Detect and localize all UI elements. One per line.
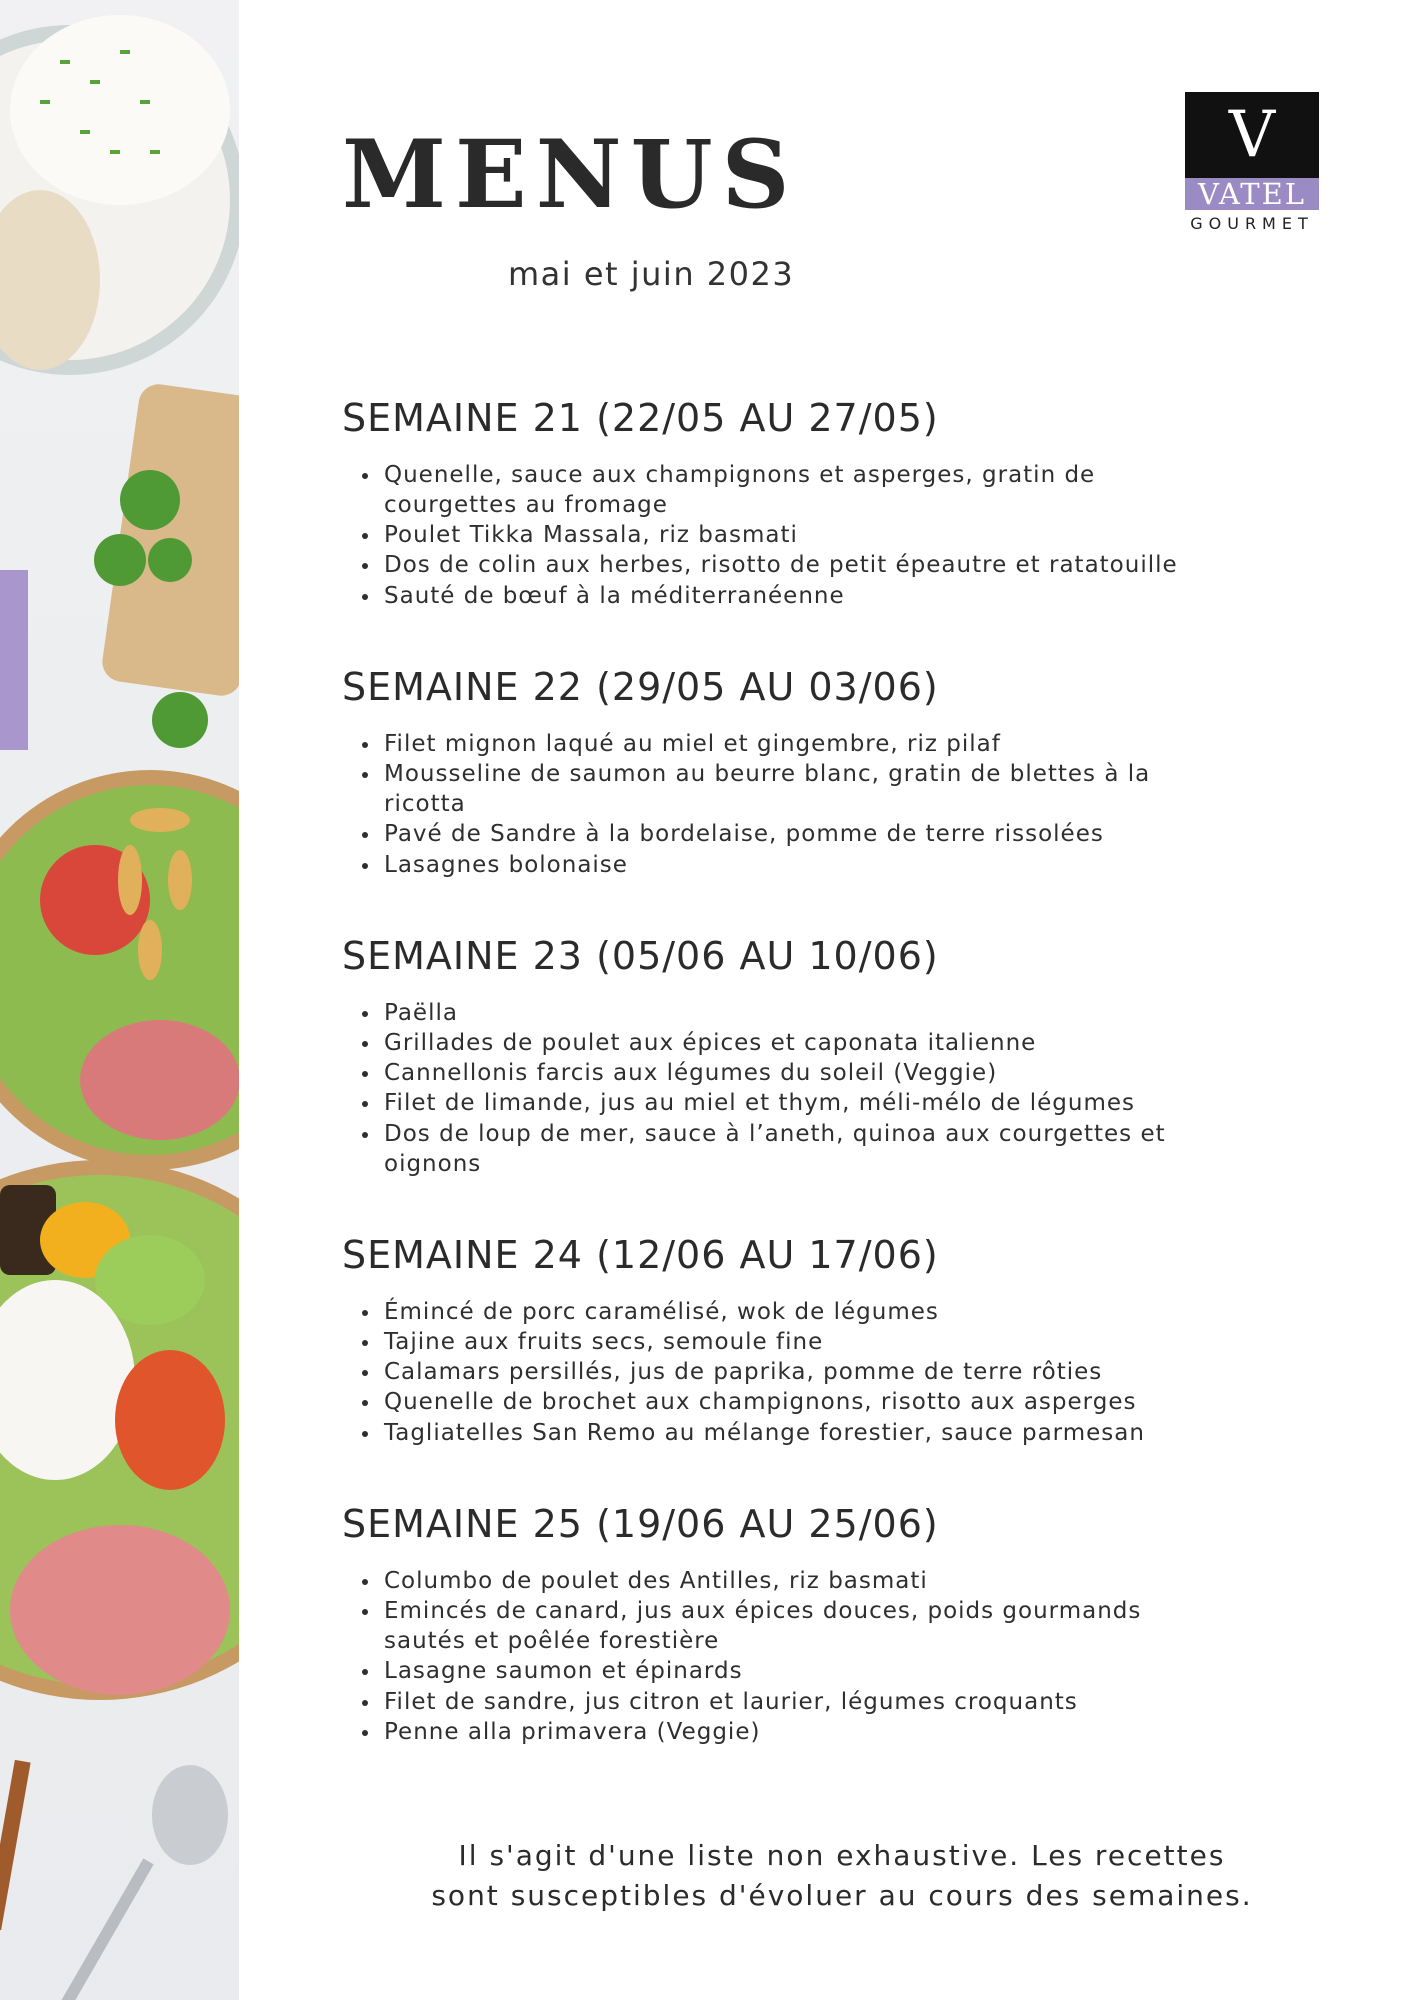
menu-item: Poulet Tikka Massala, riz basmati xyxy=(384,520,1184,550)
week-section-25 xyxy=(342,1502,1342,1747)
menu-item: Filet de limande, jus au miel et thym, méli-mélo de légumes xyxy=(384,1088,1184,1118)
menu-list xyxy=(342,729,1342,880)
menu-item: Quenelle, sauce aux champignons et asperges, gratin de courgettes au fromage xyxy=(384,460,1184,521)
menu-item: Mousseline de saumon au beurre blanc, gratin de blettes à la ricotta xyxy=(384,759,1184,820)
menu-item: Grillades de poulet aux épices et caponata italienne xyxy=(384,1028,1184,1058)
week-title: SEMAINE 24 (12/06 AU 17/06) xyxy=(342,1233,939,1277)
menu-list xyxy=(342,460,1342,611)
menu-item: Columbo de poulet des Antilles, riz basmati xyxy=(384,1566,1184,1596)
week-section-23 xyxy=(342,934,1342,1179)
food-photo-strip xyxy=(0,0,239,2000)
logo-tagline: GOURMET xyxy=(1190,214,1314,233)
menu-item: Tajine aux fruits secs, semoule fine xyxy=(384,1327,1184,1357)
cinnamon-stick xyxy=(0,1760,31,1930)
menu-item: Lasagne saumon et épinards xyxy=(384,1656,1184,1686)
prosciutto xyxy=(80,1020,239,1140)
menu-list xyxy=(342,1297,1342,1448)
spoon-head xyxy=(152,1765,228,1865)
menu-item: Lasagnes bolonaise xyxy=(384,850,1184,880)
menu-item: Filet de sandre, jus citron et laurier, légumes croquants xyxy=(384,1687,1184,1717)
purple-card xyxy=(0,570,28,750)
menu-list xyxy=(342,998,1342,1180)
menu-item: Dos de colin aux herbes, risotto de petit épeautre et ratatouille xyxy=(384,550,1284,580)
logo-letter: V xyxy=(1185,92,1319,178)
menu-item: Quenelle de brochet aux champignons, risotto aux asperges xyxy=(384,1387,1184,1417)
menu-item: Dos de loup de mer, sauce à l’aneth, quinoa aux courgettes et oignons xyxy=(384,1119,1184,1180)
disclaimer-line-1: Il s'agit d'une liste non exhaustive. Les recettes xyxy=(458,1839,1226,1872)
menu-item: Paëlla xyxy=(384,998,1184,1028)
week-section-22 xyxy=(342,665,1342,880)
vatel-gourmet-logo xyxy=(1185,92,1319,233)
menu-item: Émincé de porc caramélisé, wok de légumes xyxy=(384,1297,1184,1327)
menu-item: Calamars persillés, jus de paprika, pomme de terre rôties xyxy=(384,1357,1184,1387)
week-title: SEMAINE 23 (05/06 AU 10/06) xyxy=(342,934,939,978)
week-title: SEMAINE 22 (29/05 AU 03/06) xyxy=(342,665,939,709)
ham-slices xyxy=(10,1525,230,1695)
spoon-handle xyxy=(58,1858,153,2000)
food-photo-illustration xyxy=(0,0,239,2000)
fish-fillet xyxy=(10,15,230,205)
menu-item: Cannellonis farcis aux légumes du soleil (Veggie) xyxy=(384,1058,1184,1088)
menu-item: Emincés de canard, jus aux épices douces, poids gourmands sautés et poêlée forestière xyxy=(384,1596,1184,1657)
menu-list xyxy=(342,1566,1342,1748)
menu-item: Filet mignon laqué au miel et gingembre, riz pilaf xyxy=(384,729,1184,759)
week-title: SEMAINE 25 (19/06 AU 25/06) xyxy=(342,1502,939,1546)
disclaimer-note xyxy=(342,1836,1342,1916)
menu-item: Penne alla primavera (Veggie) xyxy=(384,1717,1184,1747)
menu-item: Pavé de Sandre à la bordelaise, pomme de terre rissolées xyxy=(384,819,1184,849)
menu-item: Tagliatelles San Remo au mélange forestier, sauce parmesan xyxy=(384,1418,1284,1448)
disclaimer-line-2: sont susceptibles d'évoluer au cours des semaines. xyxy=(431,1879,1253,1912)
page-title: MENUS xyxy=(342,120,799,230)
menu-item: Sauté de bœuf à la méditerranéenne xyxy=(384,581,1184,611)
week-title: SEMAINE 21 (22/05 AU 27/05) xyxy=(342,396,939,440)
page-subtitle: mai et juin 2023 xyxy=(508,255,795,293)
sun-dried-tomato xyxy=(115,1350,225,1490)
logo-name: VATEL xyxy=(1185,178,1319,210)
week-section-24 xyxy=(342,1233,1342,1448)
week-section-21 xyxy=(342,396,1342,611)
